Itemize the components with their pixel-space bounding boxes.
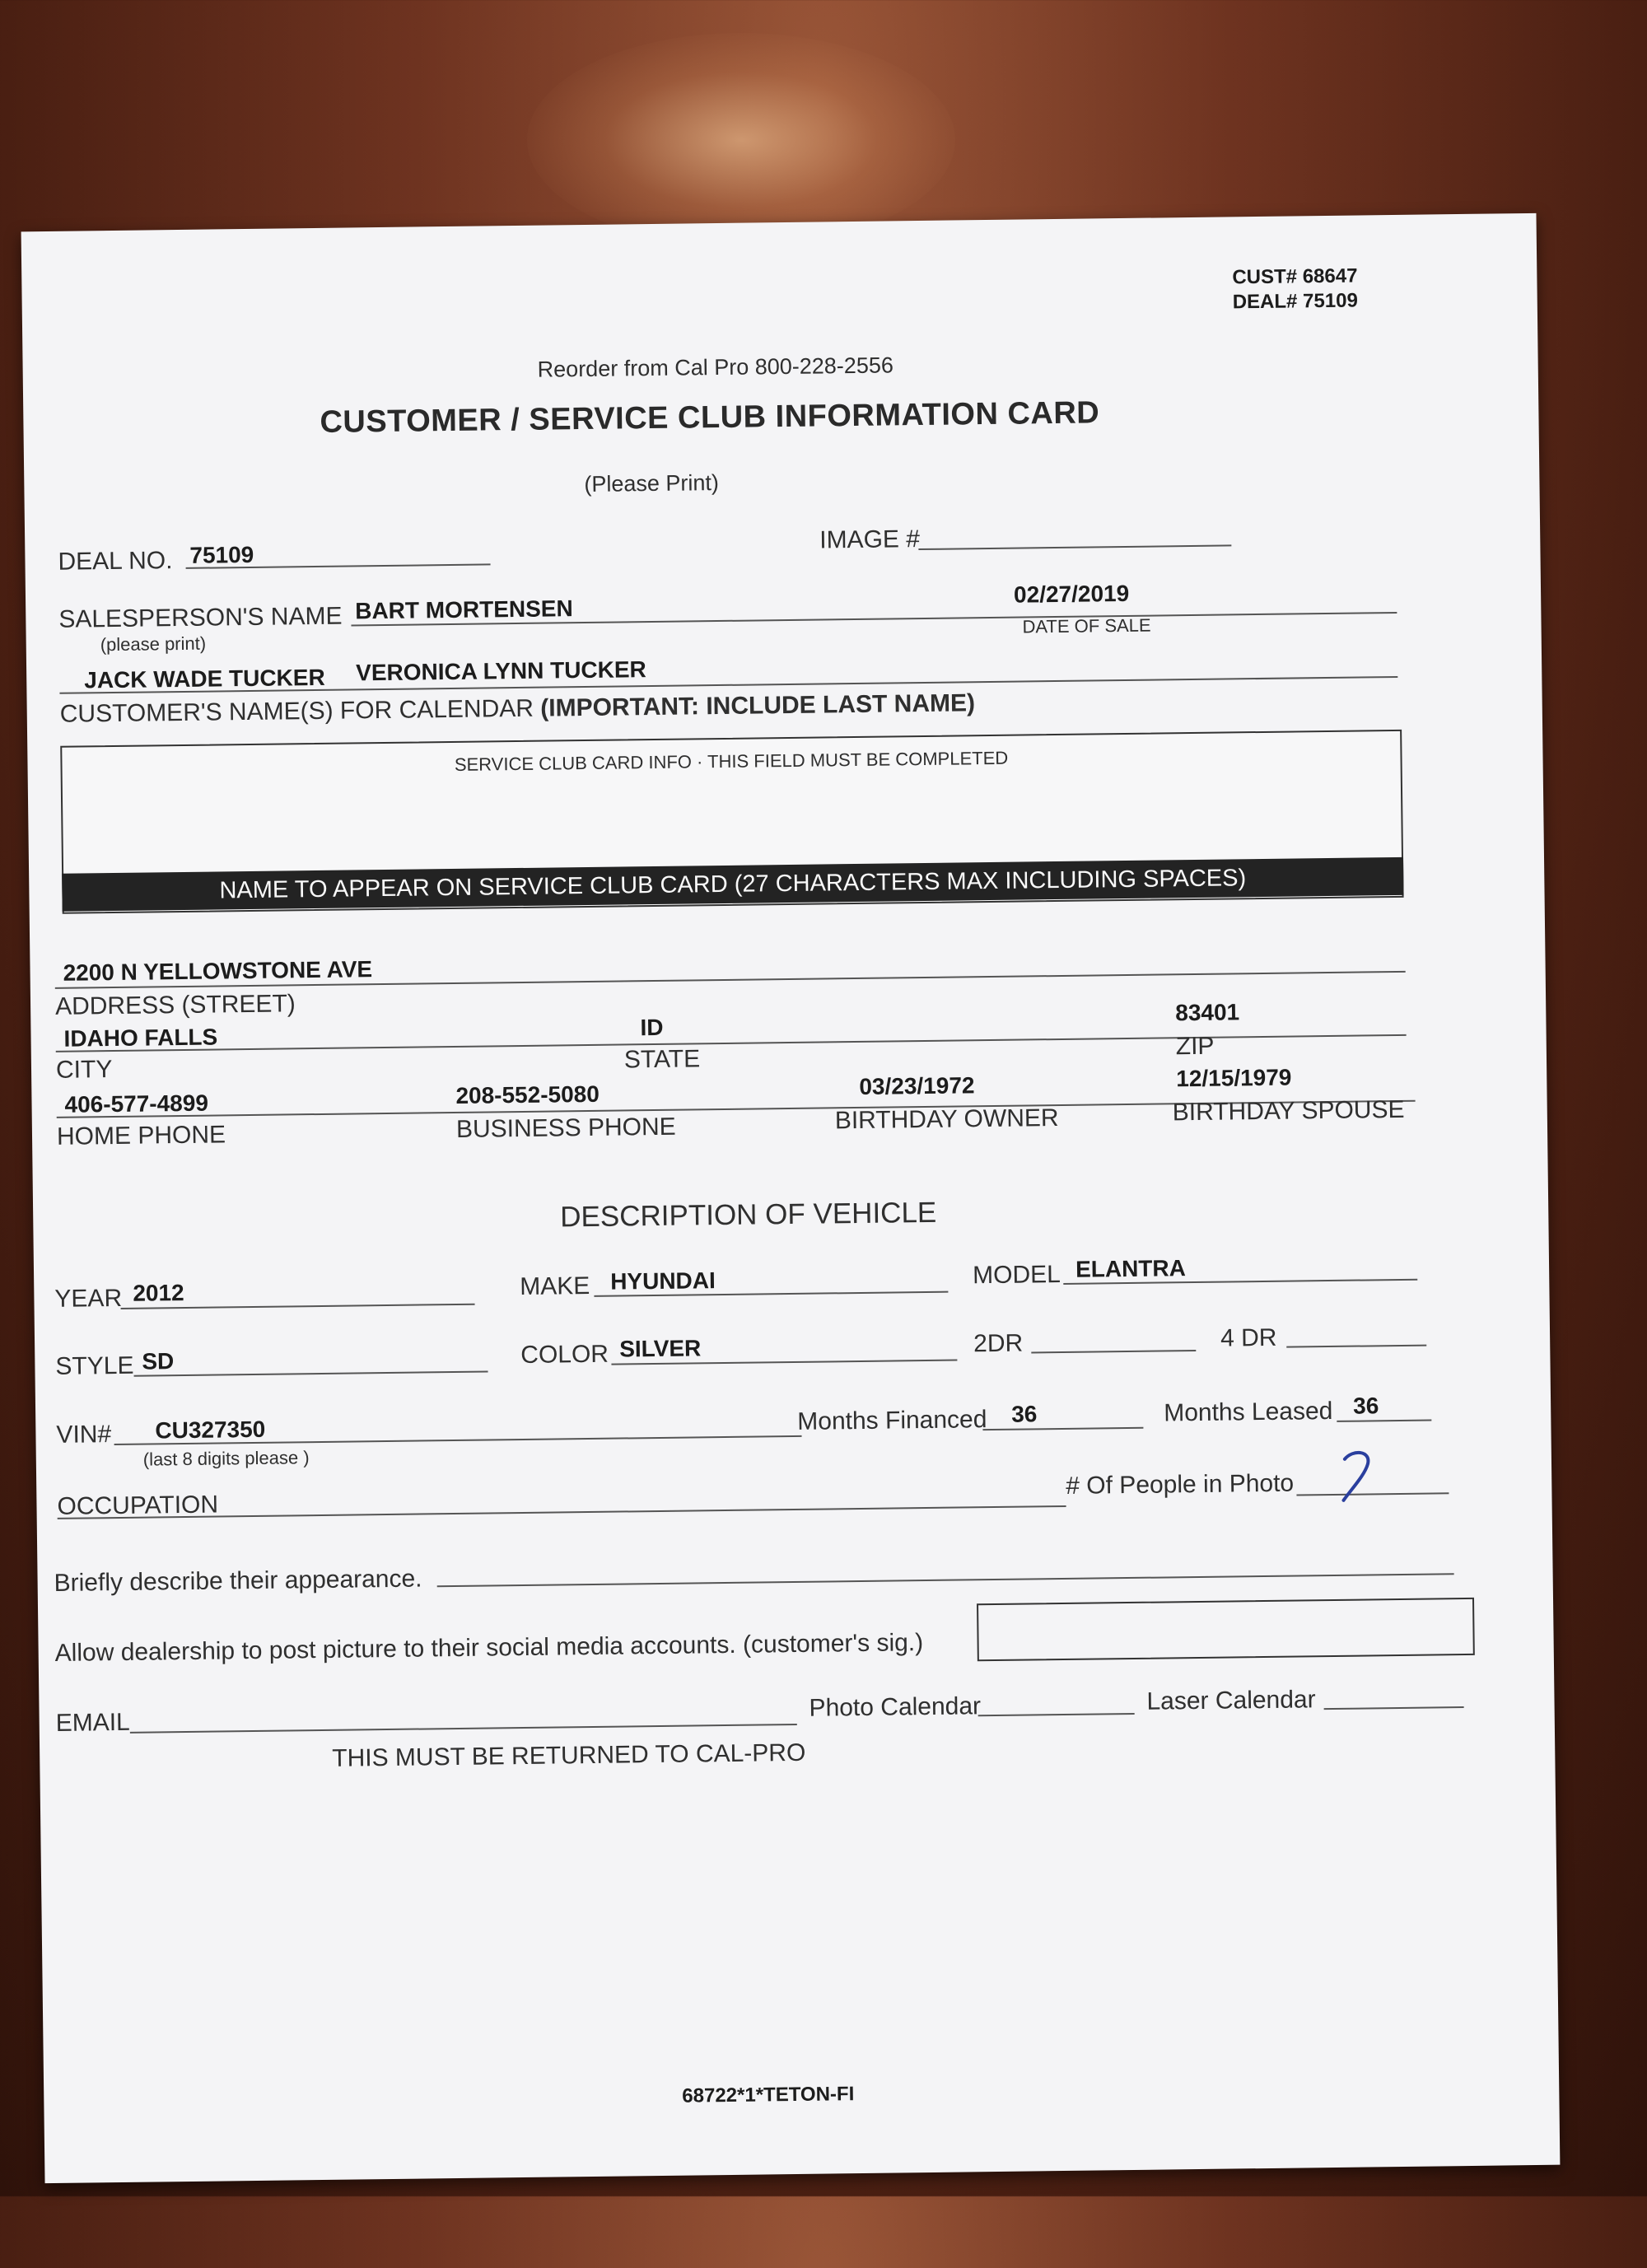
please-print-note: (Please Print) (584, 469, 720, 497)
vin-value[interactable]: CU327350 (155, 1416, 266, 1444)
color-value[interactable]: SILVER (619, 1335, 702, 1362)
street-label: ADDRESS (STREET) (54, 990, 296, 1020)
handwritten-2 (1333, 1442, 1383, 1509)
street-value[interactable]: 2200 N YELLOWSTONE AVE (63, 956, 373, 986)
home-phone-value[interactable]: 406-577-4899 (64, 1090, 209, 1118)
months-financed-label: Months Financed (797, 1406, 987, 1435)
laser-calendar-line[interactable] (1324, 1706, 1464, 1710)
deal-no-value[interactable]: 75109 (189, 541, 254, 568)
2dr-label: 2DR (973, 1329, 1024, 1358)
year-label: YEAR (54, 1284, 123, 1313)
months-financed-value[interactable]: 36 (1011, 1401, 1038, 1427)
2dr-line[interactable] (1031, 1350, 1196, 1353)
vehicle-section-title: DESCRIPTION OF VEHICLE (560, 1196, 937, 1234)
home-phone-label: HOME PHONE (56, 1121, 226, 1150)
service-club-name-bar: NAME TO APPEAR ON SERVICE CLUB CARD (27 CHARACTERS MAX INCLUDING SPACES) (62, 857, 1403, 912)
4dr-label: 4 DR (1220, 1323, 1277, 1352)
style-line (134, 1371, 488, 1377)
city-value[interactable]: IDAHO FALLS (63, 1024, 218, 1052)
email-line[interactable] (130, 1724, 797, 1734)
customer-name-1[interactable]: JACK WADE TUCKER (84, 664, 325, 693)
vin-label: VIN# (56, 1421, 112, 1449)
form-title: CUSTOMER / SERVICE CLUB INFORMATION CARD (320, 395, 1100, 440)
salesperson-sublabel: (please print) (100, 632, 207, 656)
zip-label: ZIP (1175, 1032, 1215, 1061)
birthday-spouse-value[interactable]: 12/15/1979 (1176, 1064, 1292, 1092)
model-value[interactable]: ELANTRA (1075, 1255, 1187, 1282)
make-label: MAKE (520, 1272, 590, 1301)
months-financed-line (982, 1427, 1143, 1430)
birthday-owner-value[interactable]: 03/23/1972 (859, 1072, 975, 1099)
appearance-label: Briefly describe their appearance. (54, 1565, 422, 1597)
people-in-photo-handwritten[interactable] (1333, 1442, 1383, 1509)
months-leased-line (1337, 1420, 1431, 1422)
state-label: STATE (623, 1045, 701, 1074)
deal-no-label: DEAL NO. (58, 547, 173, 576)
business-phone-label: BUSINESS PHONE (455, 1113, 676, 1143)
state-value[interactable]: ID (640, 1014, 664, 1041)
image-no-label: IMAGE # (819, 525, 921, 554)
make-value[interactable]: HYUNDAI (610, 1267, 716, 1295)
service-club-info-card (21, 213, 1561, 2183)
occupation-label: OCCUPATION (57, 1491, 219, 1520)
style-value[interactable]: SD (142, 1348, 175, 1374)
color-label: COLOR (520, 1340, 609, 1370)
deal-number-header: DEAL# 75109 (1232, 289, 1358, 314)
style-label: STYLE (55, 1351, 134, 1380)
months-leased-label: Months Leased (1164, 1397, 1333, 1427)
birthday-spouse-label: BIRTHDAY SPOUSE (1172, 1095, 1405, 1127)
year-value[interactable]: 2012 (133, 1280, 184, 1306)
cust-number: CUST# 68647 (1232, 264, 1358, 289)
appearance-line[interactable] (437, 1573, 1454, 1587)
service-club-box-title: SERVICE CLUB CARD INFO · THIS FIELD MUST BE COMPLETED (454, 747, 1009, 775)
return-note: THIS MUST BE RETURNED TO CAL-PRO (332, 1738, 806, 1772)
footer-code: 68722*1*TETON-FI (682, 2083, 855, 2107)
date-of-sale-value[interactable]: 02/27/2019 (1013, 580, 1130, 608)
salesperson-value[interactable]: BART MORTENSEN (355, 595, 573, 624)
4dr-line[interactable] (1286, 1345, 1426, 1348)
light-glare (527, 33, 955, 247)
salesperson-label: SALESPERSON'S NAME (58, 602, 343, 633)
photo-calendar-label: Photo Calendar (809, 1692, 982, 1722)
city-label: CITY (55, 1056, 113, 1084)
vin-note: (last 8 digits please ) (142, 1447, 310, 1470)
date-of-sale-label: DATE OF SALE (1022, 614, 1151, 637)
customer-signature-box[interactable] (977, 1598, 1475, 1661)
email-label: EMAIL (55, 1708, 130, 1737)
image-no-line[interactable] (918, 544, 1231, 550)
model-label: MODEL (972, 1261, 1061, 1290)
laser-calendar-label: Laser Calendar (1146, 1686, 1316, 1715)
business-phone-value[interactable]: 208-552-5080 (455, 1080, 600, 1108)
customer-names-label-important: (IMPORTANT: INCLUDE LAST NAME) (540, 689, 976, 722)
reorder-text: Reorder from Cal Pro 800-228-2556 (537, 352, 894, 382)
months-leased-value[interactable]: 36 (1352, 1393, 1379, 1419)
birthday-owner-label: BIRTHDAY OWNER (834, 1104, 1059, 1135)
customer-name-2[interactable]: VERONICA LYNN TUCKER (355, 656, 646, 686)
people-in-photo-label: # Of People in Photo (1066, 1469, 1295, 1500)
zip-value[interactable]: 83401 (1175, 999, 1240, 1026)
photo-calendar-line[interactable] (978, 1713, 1135, 1716)
social-media-label: Allow dealership to post picture to their social media accounts. (customer's sig.) (54, 1629, 924, 1667)
customer-names-label: CUSTOMER'S NAME(S) FOR CALENDAR (IMPORTANT: INCLUDE LAST NAME) (59, 689, 976, 728)
